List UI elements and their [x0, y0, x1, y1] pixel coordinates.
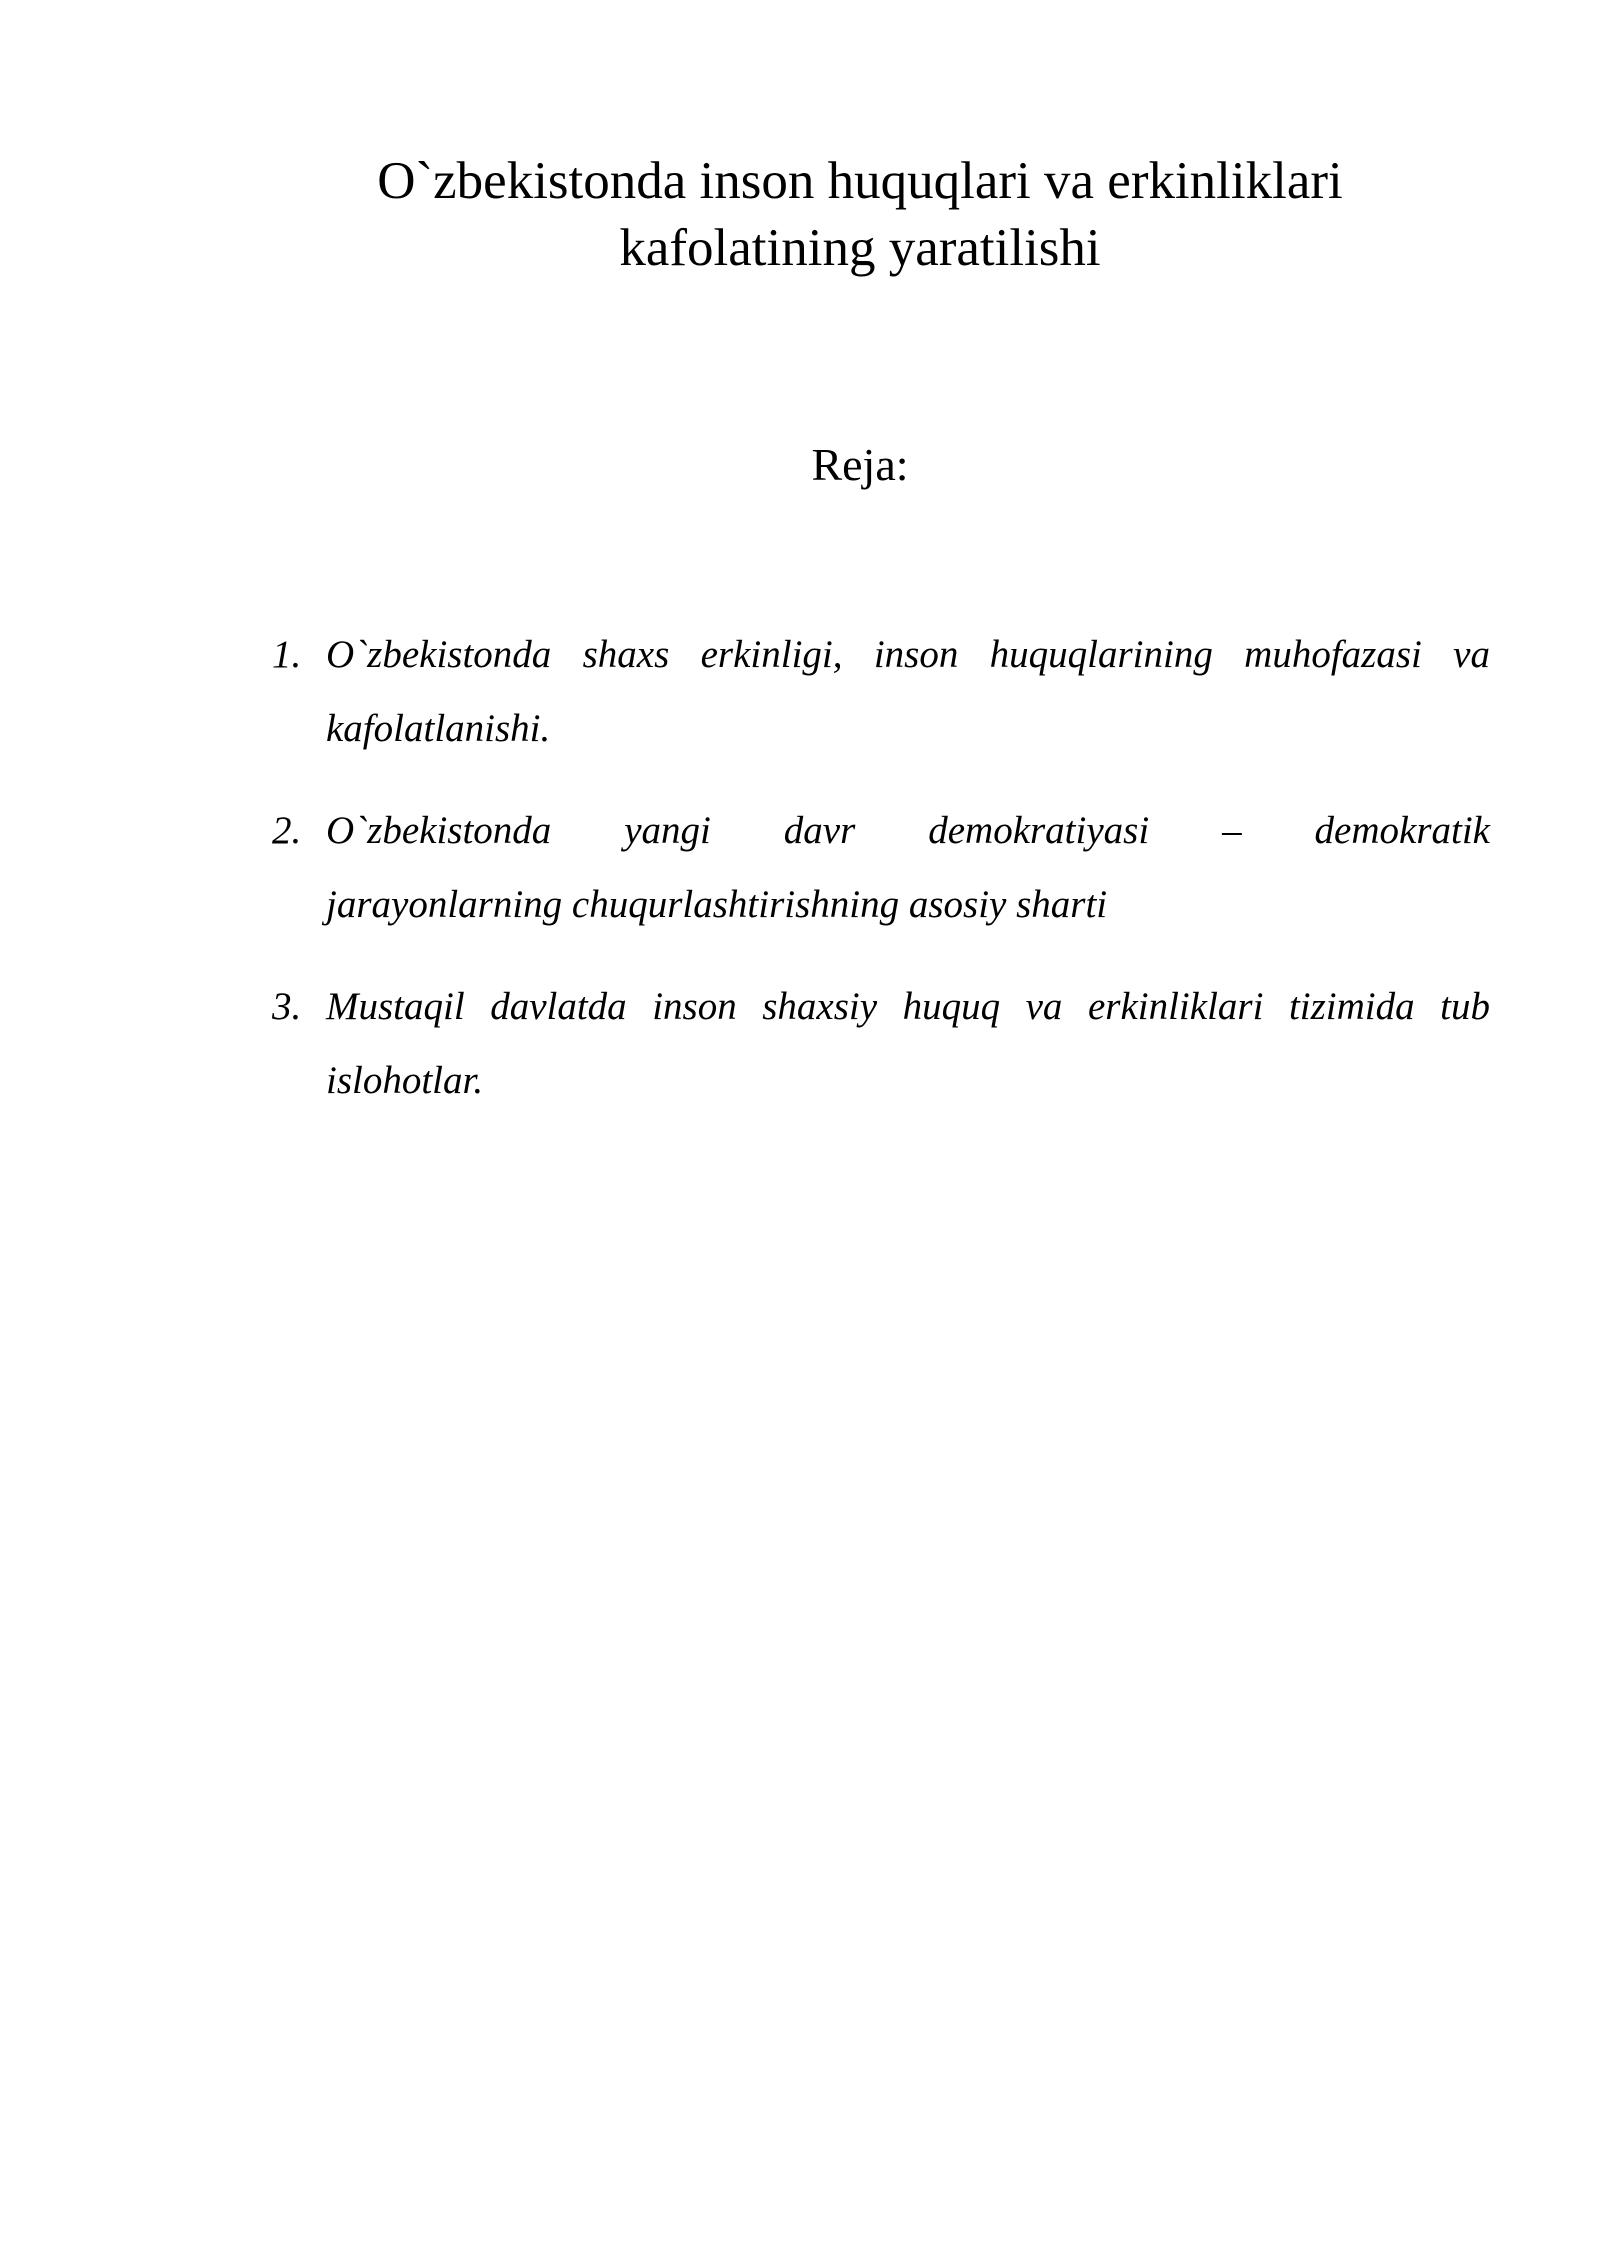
plan-item-3 — [272, 970, 1490, 1118]
plan-item-text-line: islohotlar. — [326, 1059, 484, 1102]
plan-item-text-line: O`zbekistonda yangi davr demokratiyasi – demokratik — [326, 809, 1490, 852]
plan-item-text-line: Mustaqil davlatda inson shaxsiy huquq va erkinliklari tizimida tub — [326, 985, 1490, 1028]
title-line-1: O`zbekistonda inson huquqlari va erkinliklari — [377, 152, 1343, 210]
plan-item-1 — [272, 618, 1490, 766]
plan-item-text-line: kafolatlanishi. — [326, 707, 551, 750]
plan-item-number: 1. — [272, 633, 302, 676]
plan-heading: Reja: — [811, 439, 909, 490]
page-title — [300, 148, 1420, 282]
plan-item-number: 3. — [272, 985, 302, 1028]
plan-item-text-line: jarayonlarning chuqurlashtirishning asosiy sharti — [326, 883, 1108, 926]
title-line-2: kafolatining yaratilishi — [619, 219, 1101, 277]
plan-list — [272, 618, 1490, 1146]
plan-item-number: 2. — [272, 809, 302, 852]
plan-item-text-line: O`zbekistonda shaxs erkinligi, inson huquqlarining muhofazasi va — [326, 633, 1490, 676]
plan-item-2 — [272, 794, 1490, 942]
